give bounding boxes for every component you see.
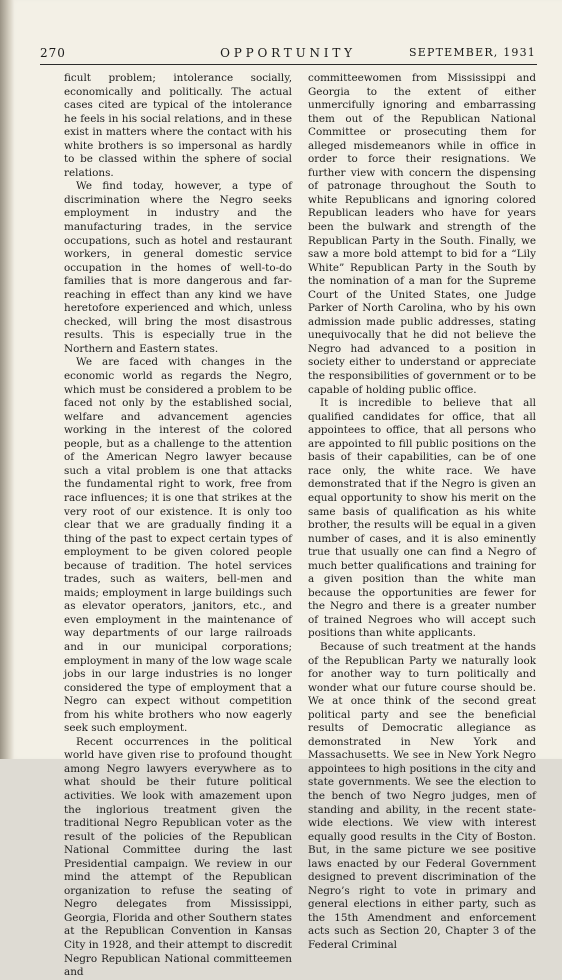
left-column — [64, 72, 292, 980]
issue-date: SEPTEMBER, 1931 — [409, 46, 536, 59]
right-column — [308, 72, 536, 953]
running-header — [40, 44, 536, 66]
paragraph: Recent occurrences in the political world have given rise to profound thought among Negro lawyers everywhere as to what should be their future political activities. We look with amazement upon the inglorious treatment given the traditional Negro Republican voter as the result of the policies of the Republican National Committee during the last Presidential campaign. We review in our mind the attempt of the Republican organization to refuse the seating of Negro delegates from Mississippi, Georgia, Florida and other Southern states at the Republican Convention in Kansas City in 1928, and their attempt to discredit Negro Republican National committeemen and — [64, 735, 292, 979]
paragraph: Because of such treatment at the hands of the Republican Party we naturally look for another way to turn politically and wonder what our future course should be. We at once think of the second great political party and see the beneficial results of Democratic allegiance as demonstrated in New York and Massachusetts. We see in New York Negro appointees to high positions in the city and state governments. We see the election to the bench of two Negro judges, men of standing and ability, in the recent state-wide elections. We view with interest equally good results in the City of Boston. But, in the same picture we see positive laws enacted by our Federal Government designed to prevent discrimination of the Negro’s right to vote in primary and general elections in either party, such as the 15th Amendment and enforcement acts such as Section 20, Chapter 3 of the Federal Criminal — [308, 640, 536, 951]
journal-title: OPPORTUNITY — [220, 46, 356, 60]
paragraph: We are faced with changes in the economic world as regards the Negro, which must be considered a problem to be faced not only by the established social, welfare and advancement agencies working in the interest of the colored people, but as a challenge to the attention of the American Negro lawyer because such a vital problem is one that attacks the fundamental right to work, free from race influences; it is one that strikes at the very root of our existence. It is only too clear that we are gradually finding it a thing of the past to expect certain types of employment to be given colored people because of tradition. The hotel services trades, such as waiters, bell-men and maids; employment in large buildings such as elevator operators, janitors, etc., and even employment in the maintenance of way departments of our large railroads and in our municipal corporations; employment in many of the low wage scale jobs in our large industries is no longer considered the type of employment that a Negro can expect without competition from his white brothers who now eagerly seek such employment. — [64, 356, 292, 735]
header-rule — [40, 64, 537, 65]
paragraph: We find today, however, a type of discrimination where the Negro seeks employment in industry and the manufacturing trades, in the service occupations, such as hotel and restaurant workers, in general domestic service occupation in the homes of well-to-do families that is more dangerous and far-reaching in effect than any kind we have heretofore experienced and which, unless checked, will bring the most disastrous results. This is especially true in the Northern and Eastern states. — [64, 180, 292, 355]
paragraph: It is incredible to believe that all qualified candidates for office, that all appointees to office, that all persons who are appointed to fill public positions on the basis of their capabilities, can be of one race only, the white race. We have demonstrated that if the Negro is given an equal opportunity to show his merit on the same basis of qualification as his white brother, the results will be equal in a given number of cases, and it is also eminently true that usually one can find a Negro of much better qualifications and training for a given position than the white man because the opportunities are fewer for the Negro and there is a greater number of trained Negroes who will accept such positions than white applicants. — [308, 397, 536, 640]
paragraph: committeewomen from Mississippi and Georgia to the extent of either unmercifully ignoring and embarrassing them out of the Republican National Committee or prosecuting them for alleged misdemeanors while in office in order to force their resignations. We further view with concern the dispensing of patronage throughout the South to white Republicans and ignoring colored Republican leaders who have for years been the bulwark and strength of the Republican Party in the South. Finally, we saw a more bold attempt to bid for a “Lily White” Republican Party in the South by the nomination of a man for the Supreme Court of the United States, one Judge Parker of North Carolina, who by his own admission made public addresses, stating unequivocally that he did not believe the Negro had advanced to a position in society either to understand or appreciate the responsibilities of government or to be capable of holding public office. — [308, 72, 536, 396]
paragraph: ficult problem; intolerance socially, economically and politically. The actual cases cited are typical of the intolerance he feels in his social relations, and in these exist in matters where the contact with his white brothers is so impersonal as hardly to be classed within the sphere of social relations. — [64, 72, 292, 179]
page-number: 270 — [40, 46, 66, 60]
page-binding-shadow — [0, 0, 14, 759]
